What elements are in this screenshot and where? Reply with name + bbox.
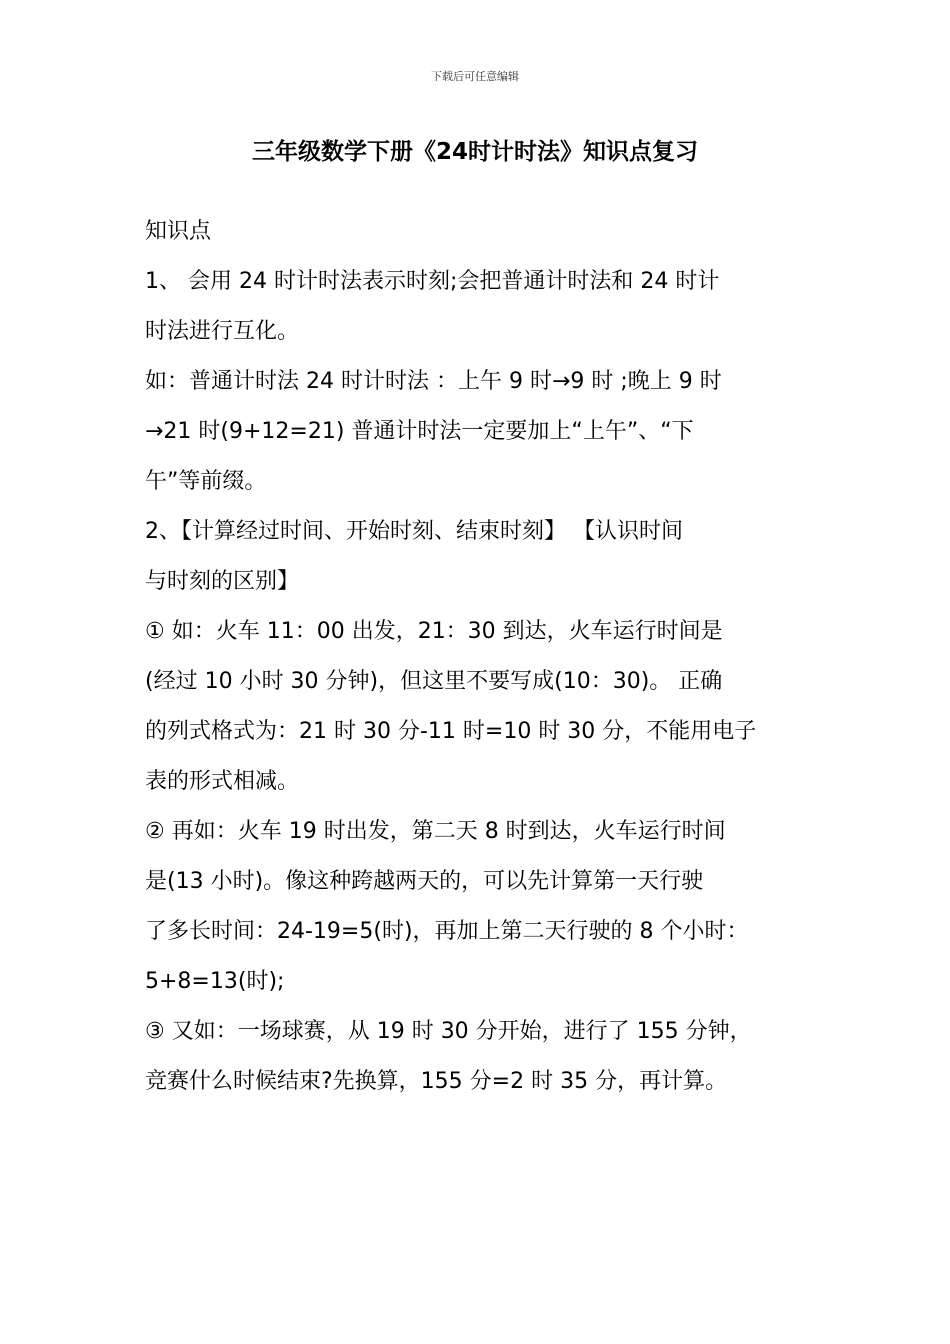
body-line: 午”等前缀。 [145, 469, 267, 494]
body-line: 1、 会用 24 时计时法表示时刻;会把普通计时法和 24 时计 [145, 269, 720, 294]
document-body [145, 207, 810, 1107]
body-line: (经过 10 小时 30 分钟)，但这里不要写成(10：30)。 正确 [145, 669, 723, 694]
body-line: ① 如：火车 11：00 出发，21：30 到达，火车运行时间是 [145, 619, 723, 644]
body-line: 与时刻的区别】 [145, 569, 300, 594]
body-line: 时法进行互化。 [145, 319, 300, 344]
body-line: →21 时(9+12=21) 普通计时法一定要加上“上午”、“下 [145, 419, 694, 444]
body-line: 5+8=13(时); [145, 969, 285, 994]
body-line: 表的形式相减。 [145, 769, 300, 794]
body-line: 2、【计算经过时间、开始时刻、结束时刻】 【认识时间 [145, 519, 683, 544]
body-line: 如：普通计时法 24 时计时法 ：上午 9 时→9 时 ;晚上 9 时 [145, 369, 722, 394]
section-heading: 知识点 [145, 219, 212, 244]
body-line: 是(13 小时)。像这种跨越两天的，可以先计算第一天行驶 [145, 869, 704, 894]
body-line: 了多长时间：24-19=5(时)，再加上第二天行驶的 8 个小时： [145, 919, 749, 944]
header-note: 下载后可任意编辑 [431, 70, 519, 83]
body-line: ③ 又如：一场球赛，从 19 时 30 分开始，进行了 155 分钟， [145, 1019, 752, 1044]
body-line: ② 再如：火车 19 时出发，第二天 8 时到达，火车运行时间 [145, 819, 726, 844]
document-title: 三年级数学下册《24时计时法》知识点复习 [251, 139, 698, 165]
body-line: 的列式格式为：21 时 30 分-11 时=10 时 30 分，不能用电子 [145, 719, 757, 744]
body-line: 竞赛什么时候结束?先换算，155 分=2 时 35 分，再计算。 [145, 1069, 728, 1094]
